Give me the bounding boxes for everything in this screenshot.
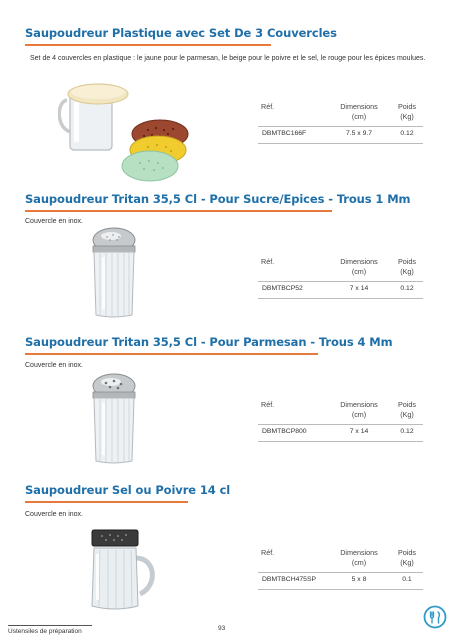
spec-row — [258, 428, 423, 440]
product-description: Couvercle en inox. — [25, 218, 83, 225]
spec-weight: 0.12 — [400, 130, 414, 137]
product-title: Saupoudreur Tritan 35,5 Cl - Pour Parmesan - Trous 4 Mm — [25, 335, 393, 349]
spec-dimensions: 7 x 14 — [349, 428, 369, 435]
tritan-shaker-icon — [89, 227, 139, 319]
page-number: 93 — [218, 625, 226, 632]
spec-rule — [258, 126, 423, 127]
dimensions-header: Dimensions (cm) — [340, 257, 378, 276]
spec-table — [258, 548, 423, 590]
spec-weight: 0.12 — [400, 428, 414, 435]
spec-rule — [258, 143, 423, 144]
product-title: Saupoudreur Sel ou Poivre 14 cl — [25, 483, 231, 497]
ref-header: Réf. — [261, 400, 275, 409]
spec-dimensions: 7 x 14 — [349, 285, 369, 292]
weight-header: Poids (Kg) — [398, 257, 416, 276]
weight-header: Poids (Kg) — [398, 400, 416, 419]
product-title: Saupoudreur Plastique avec Set De 3 Couvercles — [25, 26, 337, 40]
spec-rule — [258, 441, 423, 442]
brand-logo-icon — [423, 605, 447, 629]
ref-header: Réf. — [261, 257, 275, 266]
dimensions-header: Dimensions (cm) — [340, 548, 378, 567]
title-underline — [25, 44, 271, 46]
title-underline — [25, 210, 332, 212]
spec-table — [258, 102, 423, 144]
tritan-shaker-icon — [89, 373, 139, 465]
spec-row — [258, 285, 423, 297]
spec-rule — [258, 281, 423, 282]
spec-dimensions: 7.5 x 9.7 — [345, 130, 373, 137]
spec-weight: 0.12 — [400, 285, 414, 292]
weight-header: Poids (Kg) — [398, 548, 416, 567]
spec-ref: DBMTBCP52 — [262, 285, 303, 292]
weight-header: Poids (Kg) — [398, 102, 416, 121]
ref-header: Réf. — [261, 102, 275, 111]
product-description: Couvercle en inox. — [25, 362, 83, 369]
glass-mason-jar-shaker-icon — [86, 528, 158, 614]
spec-ref: DBMTBCP800 — [262, 428, 307, 435]
spec-weight: 0.1 — [402, 576, 412, 583]
footer-rule — [8, 625, 92, 626]
dimensions-header: Dimensions (cm) — [340, 102, 378, 121]
spec-ref: DBMTBCH475SP — [262, 576, 317, 583]
spec-rule — [258, 572, 423, 573]
product-description: Set de 4 couvercles en plastique : le jaune pour le parmesan, le beige pour le poivre et le sel, le rouge pour les épices moulues. — [30, 55, 426, 62]
spec-rule — [258, 589, 423, 590]
plastic-shaker-with-colored-lids-icon — [58, 80, 193, 190]
spec-rule — [258, 424, 423, 425]
spec-table — [258, 400, 423, 442]
footer-section: Ustensiles de préparation — [8, 628, 82, 635]
spec-row — [258, 130, 423, 142]
product-description: Couvercle en inox. — [25, 511, 83, 518]
spec-rule — [258, 298, 423, 299]
spec-table — [258, 257, 423, 299]
title-underline — [25, 353, 318, 355]
dimensions-header: Dimensions (cm) — [340, 400, 378, 419]
spec-ref: DBMTBC166F — [262, 130, 307, 137]
title-underline — [25, 501, 188, 503]
spec-dimensions: 5 x 8 — [351, 576, 367, 583]
ref-header: Réf. — [261, 548, 275, 557]
spec-row — [258, 576, 423, 588]
product-title: Saupoudreur Tritan 35,5 Cl - Pour Sucre/Epices - Trous 1 Mm — [25, 192, 411, 206]
